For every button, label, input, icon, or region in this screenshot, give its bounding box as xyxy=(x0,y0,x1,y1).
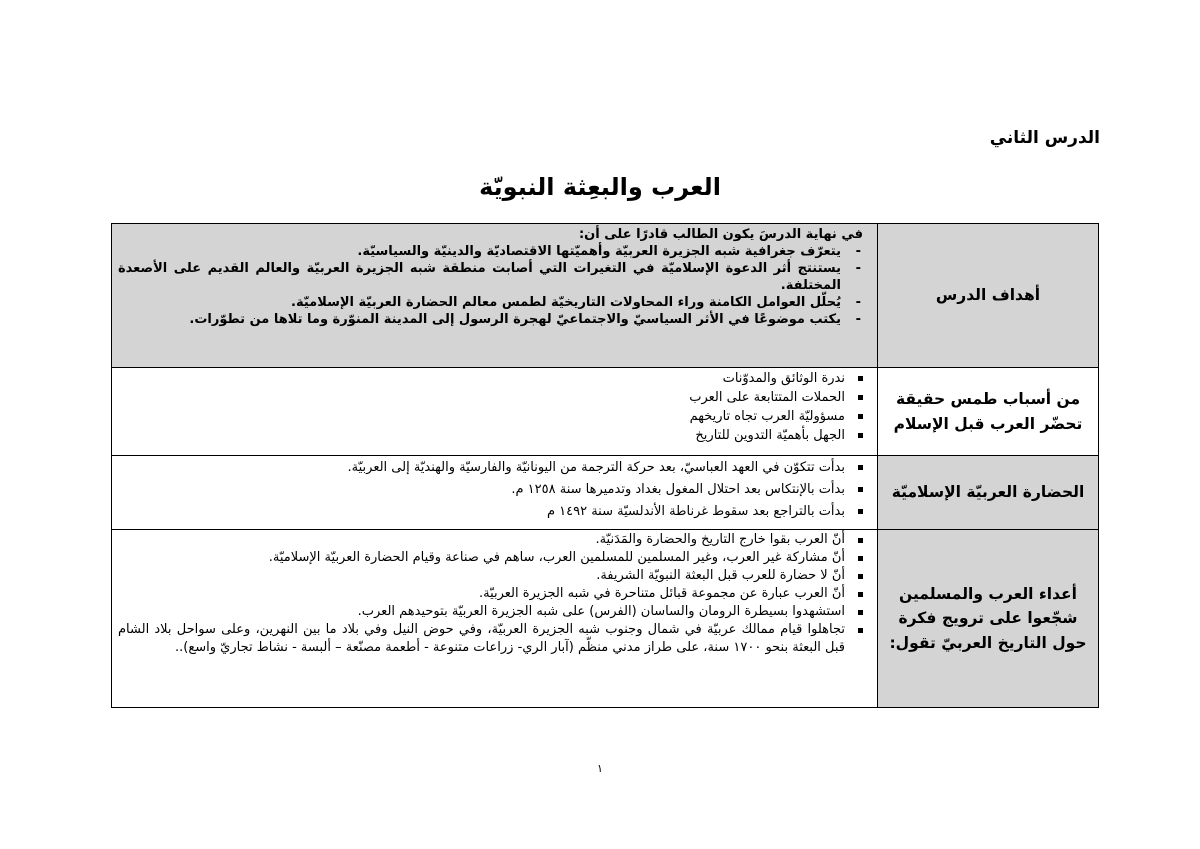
table-row xyxy=(112,224,1099,368)
square-bullet-icon xyxy=(858,610,863,615)
list-item: أنّ لا حضارة للعرب قبل البعثة النبويّة الشريفة. xyxy=(118,567,871,585)
list-item: - يُحلّل العوامل الكامنة وراء المحاولات التاريخيّة لطمس معالم الحضارة العربيّة الإسلاميّة. xyxy=(291,295,861,310)
list-item: بدأت بالإنتكاس بعد احتلال المغول بغداد وتدميرها سنة ١٢٥٨ م. xyxy=(118,479,871,501)
dash-bullet-icon: - xyxy=(855,312,861,327)
goals-heading: أهداف الدرس xyxy=(878,224,1099,368)
list-item: مسؤوليّة العرب تجاه تاريخهم xyxy=(118,407,871,426)
table-row xyxy=(112,368,1099,456)
list-item: استشهدوا بسيطرة الرومان والساسان (الفرس) على شبه الجزيرة العربيّة بتوحيدهم العرب. xyxy=(118,603,871,621)
list-item: ندرة الوثائق والمدوّنات xyxy=(118,369,871,388)
reasons-list xyxy=(118,369,871,445)
square-bullet-icon xyxy=(858,376,863,381)
square-bullet-icon xyxy=(858,414,863,419)
dash-bullet-icon: - xyxy=(855,295,861,310)
enemies-content xyxy=(112,530,878,708)
list-item: - يكتب موضوعًا في الأثر السياسيّ والاجتماعيّ لهجرة الرسول إلى المدينة المنوّرة وما تلاها من تطوّرات. xyxy=(189,312,861,327)
lesson-table xyxy=(111,223,1099,708)
civilization-content xyxy=(112,456,878,530)
dash-bullet-icon: - xyxy=(855,261,861,276)
list-item: بدأت بالتراجع بعد سقوط غرناطة الأندلسيّة سنة ١٤٩٢ م xyxy=(118,501,871,523)
square-bullet-icon xyxy=(858,556,863,561)
goals-list xyxy=(118,243,871,328)
page-number: ١ xyxy=(597,762,603,775)
square-bullet-icon xyxy=(858,509,863,514)
civilization-list xyxy=(118,457,871,523)
square-bullet-icon xyxy=(858,433,863,438)
table-row xyxy=(112,456,1099,530)
square-bullet-icon xyxy=(858,465,863,470)
list-item: الجهل بأهميّة التدوين للتاريخ xyxy=(118,426,871,445)
lesson-label: الدرس الثاني xyxy=(989,128,1100,148)
civilization-heading: الحضارة العربيّة الإسلاميّة xyxy=(878,456,1099,530)
list-item: الحملات المتتابعة على العرب xyxy=(118,388,871,407)
list-item: أنّ مشاركة غير العرب، وغير المسلمين للمسلمين العرب، ساهم في صناعة وقيام الحضارة العربيّة الإسلاميّة. xyxy=(118,549,871,567)
square-bullet-icon xyxy=(858,395,863,400)
reasons-content xyxy=(112,368,878,456)
list-item: أنّ العرب عبارة عن مجموعة قبائل متناحرة في شبه الجزيرة العربيّة. xyxy=(118,585,871,603)
square-bullet-icon xyxy=(858,538,863,543)
square-bullet-icon xyxy=(858,628,863,633)
list-item: بدأت تتكوّن في العهد العباسيّ، بعد حركة الترجمة من اليونانيّة والفارسيّة والهنديّة إلى العربيّة. xyxy=(118,457,871,479)
list-item: تجاهلوا قيام ممالك عربيّة في شمال وجنوب شبه الجزيرة العربيّة، وفي حوض النيل وفي بلاد ما بين النهرين، وعلى سواحل بلاد الشام قبل البعثة بنحو ١٧٠٠ سنة، على طراز مدني منظّم (آبار الري- زراعات متنوعة - أطعمة مصنّعة – ألبسة - نشاط تجاريّ واسع).. xyxy=(118,621,871,657)
dash-bullet-icon: - xyxy=(855,244,861,259)
table-row xyxy=(112,530,1099,708)
page-title: العرب والبعِثة النبويّة xyxy=(479,173,721,201)
square-bullet-icon xyxy=(858,574,863,579)
square-bullet-icon xyxy=(858,487,863,492)
goals-content xyxy=(112,224,878,368)
list-item: - يستنتج أثر الدعوة الإسلاميّة في التغيرات التي أصابت منطقة شبه الجزيرة العربيّة والعالم القديم على الأصعدة المختلفة. xyxy=(118,261,861,293)
reasons-heading: من أسباب طمس حقيقة تحضّر العرب قبل الإسلام xyxy=(878,368,1099,456)
goals-intro: في نهاية الدرسَ يكون الطالب قادرًا على أن: xyxy=(578,227,863,242)
list-item: - يتعرّف جغرافية شبه الجزيرة العربيّة وأهميّتها الاقتصاديّة والدينيّة والسياسيّة. xyxy=(357,244,861,259)
enemies-heading: أعداء العرب والمسلمين شجّعوا على ترويج فكرة حول التاريخ العربيّ تقول: xyxy=(878,530,1099,708)
square-bullet-icon xyxy=(858,592,863,597)
enemies-list xyxy=(118,531,871,657)
list-item: أنّ العرب بقوا خارج التاريخ والحضارة والمَدَنيّة. xyxy=(118,531,871,549)
